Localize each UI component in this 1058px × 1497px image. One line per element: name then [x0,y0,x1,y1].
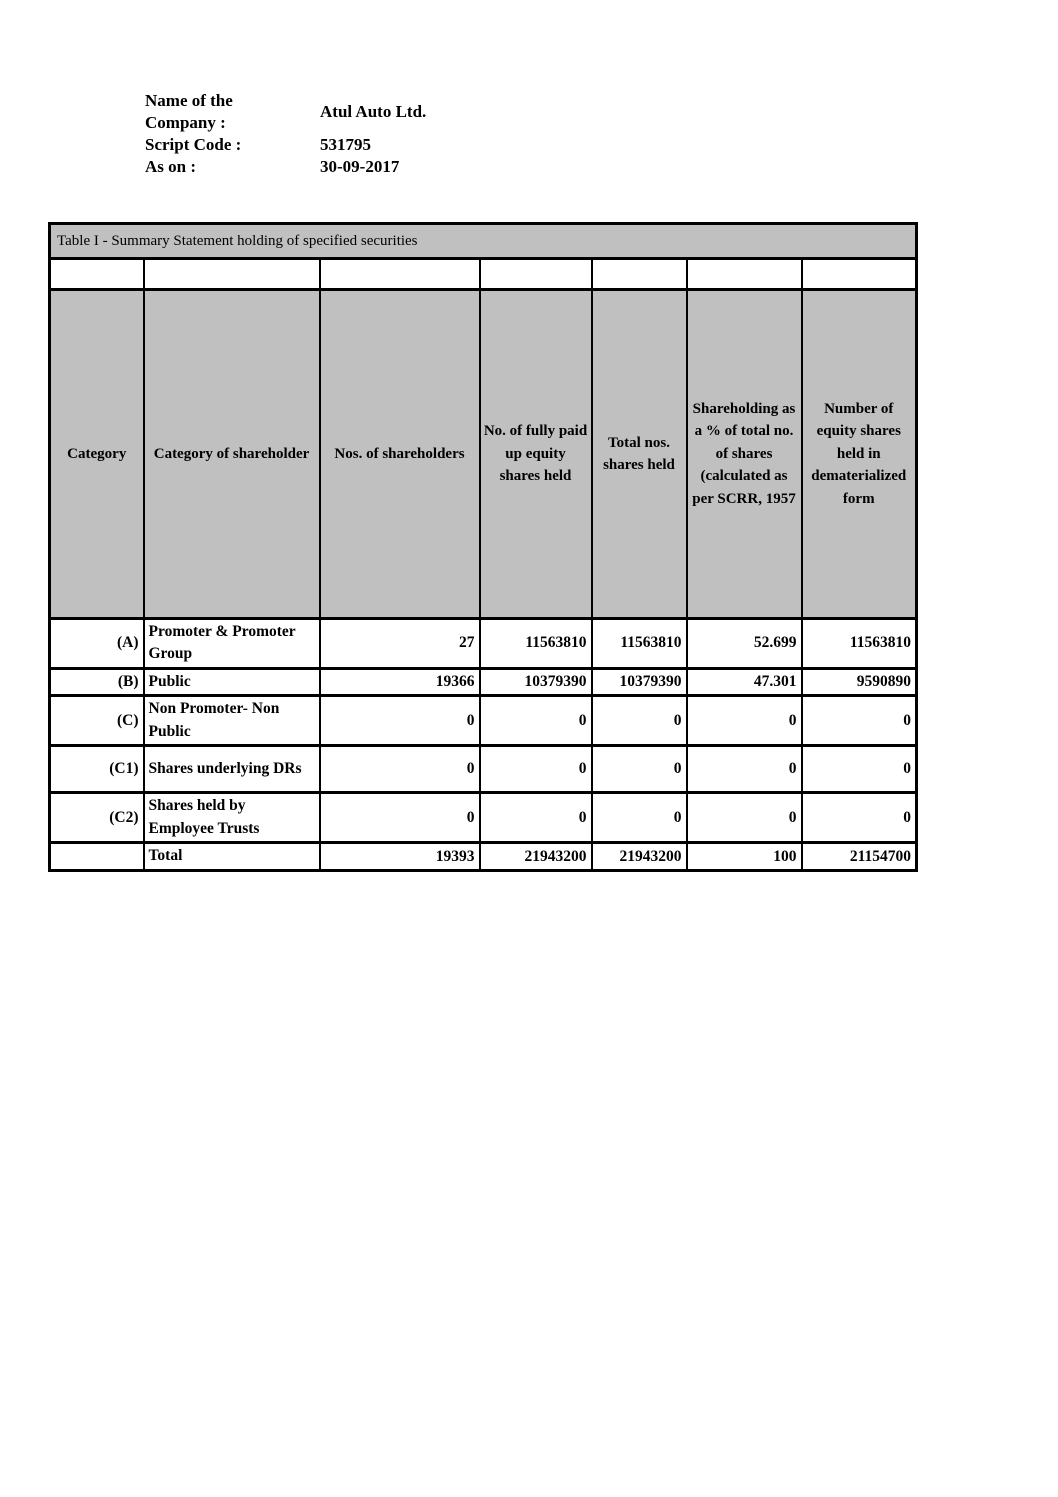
table-row-employee-trusts [50,793,917,843]
company-name-row [145,90,426,134]
cell-percent: 0 [687,793,802,843]
cell-percent: 52.699 [687,619,802,669]
summary-table [48,222,918,872]
header-nos-of-shareholders: Nos. of shareholders [320,290,480,619]
cell-demat: 0 [802,793,917,843]
cell-paid-up: 10379390 [480,668,592,695]
cell-paid-up: 0 [480,696,592,746]
spacer-cell [592,259,687,290]
script-code-label: Script Code : [145,135,242,154]
cell-demat: 0 [802,746,917,793]
spacer-cell [50,259,144,290]
cell-category: (B) [50,668,144,695]
cell-category: (C2) [50,793,144,843]
cell-demat: 9590890 [802,668,917,695]
spacer-cell [802,259,917,290]
header-fully-paid-up-shares: No. of fully paid up equity shares held [480,290,592,619]
cell-shareholder: Shares held by Employee Trusts [144,793,320,843]
company-name-label: Name of the Company : [145,91,233,132]
spacer-cell [687,259,802,290]
spacer-cell [320,259,480,290]
cell-total-shares: 11563810 [592,619,687,669]
cell-demat: 11563810 [802,619,917,669]
header-category-of-shareholder: Category of shareholder [144,290,320,619]
cell-shareholder: Total [144,843,320,870]
cell-category [50,843,144,870]
cell-shareholders: 0 [320,793,480,843]
spacer-row [50,259,917,290]
company-name-value: Atul Auto Ltd. [320,102,427,121]
cell-percent: 0 [687,746,802,793]
cell-category: (C) [50,696,144,746]
cell-shareholder: Non Promoter- Non Public [144,696,320,746]
cell-shareholders: 27 [320,619,480,669]
header-demat-shares: Number of equity shares held in dematerialized form [802,290,917,619]
table-header-row [50,290,917,619]
cell-total-shares: 10379390 [592,668,687,695]
cell-shareholders: 19366 [320,668,480,695]
cell-shareholder: Shares underlying DRs [144,746,320,793]
cell-shareholders: 0 [320,696,480,746]
script-code-value: 531795 [320,135,371,154]
cell-paid-up: 21943200 [480,843,592,870]
cell-total-shares: 0 [592,746,687,793]
as-on-row [145,156,426,178]
cell-demat: 0 [802,696,917,746]
table-row-shares-underlying-drs [50,746,917,793]
as-on-label: As on : [145,157,197,176]
script-code-row [145,134,426,156]
spacer-cell [144,259,320,290]
cell-paid-up: 11563810 [480,619,592,669]
table-title: Table I - Summary Statement holding of specified securities [50,224,917,259]
cell-demat: 21154700 [802,843,917,870]
as-on-value: 30-09-2017 [320,157,400,176]
table-row-promoter [50,619,917,669]
header-shareholding-percent: Shareholding as a % of total no. of shares (calculated as per SCRR, 1957 [687,290,802,619]
cell-shareholder: Promoter & Promoter Group [144,619,320,669]
table-title-row [50,224,917,259]
company-info-block [145,90,426,178]
table-row-total [50,843,917,870]
cell-total-shares: 0 [592,696,687,746]
cell-shareholders: 0 [320,746,480,793]
cell-percent: 100 [687,843,802,870]
cell-shareholders: 19393 [320,843,480,870]
cell-total-shares: 0 [592,793,687,843]
cell-shareholder: Public [144,668,320,695]
cell-category: (A) [50,619,144,669]
cell-percent: 0 [687,696,802,746]
cell-paid-up: 0 [480,793,592,843]
table-row-non-promoter [50,696,917,746]
header-category: Category [50,290,144,619]
cell-paid-up: 0 [480,746,592,793]
cell-category: (C1) [50,746,144,793]
header-total-nos-shares: Total nos. shares held [592,290,687,619]
table-row-public [50,668,917,695]
cell-total-shares: 21943200 [592,843,687,870]
cell-percent: 47.301 [687,668,802,695]
spacer-cell [480,259,592,290]
